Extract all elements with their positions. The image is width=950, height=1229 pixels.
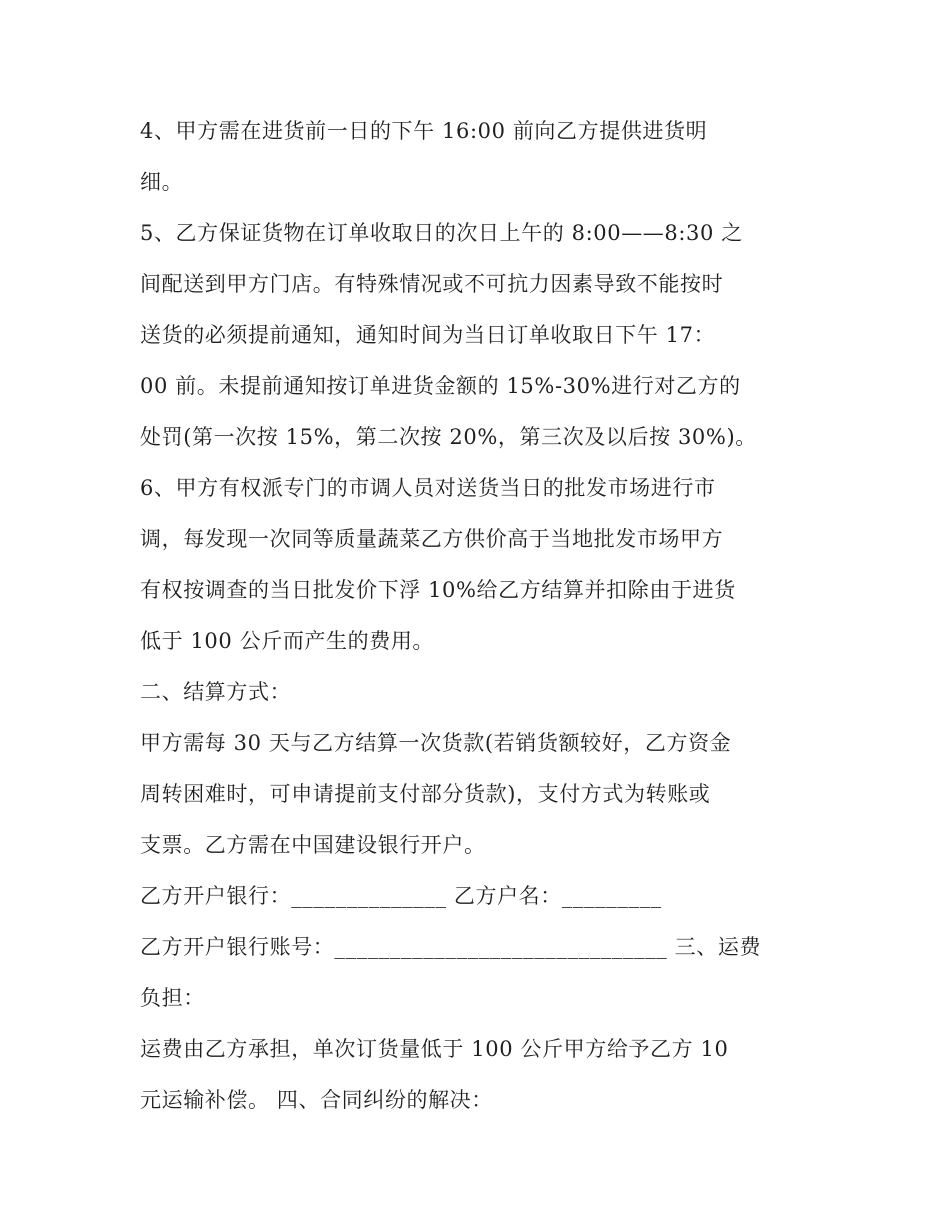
text-line: 有权按调查的当日批发价下浮 10%给乙方结算并扣除由于进货 <box>140 578 736 602</box>
text-line: 运费由乙方承担，单次订货量低于 100 公斤甲方给予乙方 10 <box>140 1037 729 1061</box>
text-line: 支票。乙方需在中国建设银行开户。 <box>140 833 486 857</box>
text-line: 6、甲方有权派专门的市调人员对送货当日的批发市场进行市 <box>140 476 716 500</box>
section-heading: 二、结算方式： <box>140 680 292 704</box>
text-line: 间配送到甲方门店。有特殊情况或不可抗力因素导致不能按时 <box>140 272 724 296</box>
text-line: 元运输补偿。 四、合同纠纷的解决： <box>140 1088 493 1112</box>
bank-info-line: 乙方开户银行：______________ 乙方户名：_________ <box>140 884 662 908</box>
text-line: 周转困难时，可申请提前支付部分货款)，支付方式为转账或 <box>140 782 711 806</box>
text-line: 低于 100 公斤而产生的费用。 <box>140 629 435 653</box>
text-line: 4、甲方需在进货前一日的下午 16:00 前向乙方提供进货明 <box>140 119 708 143</box>
text-line: 送货的必须提前通知，通知时间为当日订单收取日下午 17： <box>140 323 716 347</box>
text-line: 负担： <box>140 986 205 1010</box>
text-line: 5、乙方保证货物在订单收取日的次日上午的 8:00——8:30 之 <box>140 221 743 245</box>
text-line: 细。 <box>140 170 184 194</box>
text-line: 00 前。未提前通知按订单进货金额的 15%-30%进行对乙方的 <box>140 374 741 398</box>
text-line: 处罚(第一次按 15%，第二次按 20%，第三次及以后按 30%)。 <box>140 425 757 449</box>
contract-text <box>140 106 830 1126</box>
text-line: 调，每发现一次同等质量蔬菜乙方供价高于当地批发市场甲方 <box>140 527 724 551</box>
bank-account-line: 乙方开户银行账号：______________________________ 三、运费 <box>140 935 762 959</box>
text-line: 甲方需每 30 天与乙方结算一次货款(若销货额较好，乙方资金 <box>140 731 732 755</box>
